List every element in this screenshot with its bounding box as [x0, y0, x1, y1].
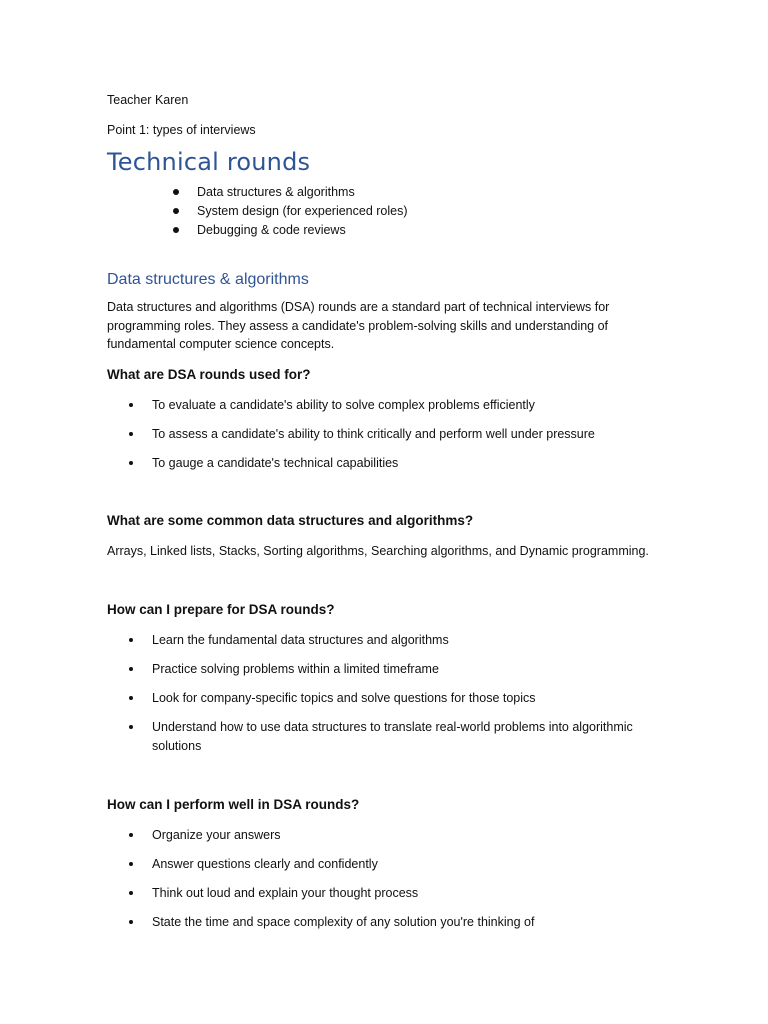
common-paragraph: Arrays, Linked lists, Stacks, Sorting algorithms, Searching algorithms, and Dynamic programming. — [107, 544, 649, 558]
page-title: Technical rounds — [107, 148, 311, 176]
list-item — [129, 884, 659, 903]
list-item — [129, 631, 659, 650]
list-item — [129, 396, 659, 415]
bullet-icon — [129, 862, 133, 866]
technical-rounds-list — [173, 183, 408, 239]
bullet-icon — [129, 461, 133, 465]
bullet-icon — [173, 227, 179, 233]
list-item-text: Data structures & algorithms — [197, 185, 355, 199]
list-item-text: To evaluate a candidate's ability to solve complex problems efficiently — [152, 398, 535, 412]
list-item — [173, 202, 408, 221]
perform-list — [129, 826, 659, 942]
list-item — [129, 826, 659, 845]
list-item-text: Think out loud and explain your thought process — [152, 886, 419, 900]
subheading-common: What are some common data structures and algorithms? — [107, 513, 474, 528]
bullet-icon — [129, 432, 133, 436]
bullet-icon — [129, 403, 133, 407]
bullet-icon — [129, 638, 133, 642]
list-item — [129, 855, 659, 874]
used-for-list — [129, 396, 659, 483]
list-item — [129, 454, 659, 473]
list-item — [129, 718, 659, 755]
bullet-icon — [129, 920, 133, 924]
list-item-text: System design (for experienced roles) — [197, 203, 408, 218]
list-item — [129, 689, 659, 708]
subheading-prepare: How can I prepare for DSA rounds? — [107, 602, 335, 617]
bullet-icon — [173, 189, 179, 195]
list-item-text: Understand how to use data structures to translate real-world problems into algorithmic solutions — [152, 720, 633, 753]
list-item-text: Look for company-specific topics and solve questions for those topics — [152, 691, 536, 705]
list-item — [173, 183, 408, 202]
list-item-text: Learn the fundamental data structures and algorithms — [152, 633, 449, 647]
list-item — [173, 221, 408, 240]
list-item-text: Practice solving problems within a limited timeframe — [152, 662, 439, 676]
subheading-used-for: What are DSA rounds used for? — [107, 367, 311, 382]
bullet-icon — [129, 696, 133, 700]
list-item-text: Organize your answers — [152, 828, 281, 842]
prepare-list — [129, 631, 659, 766]
list-item-text: Answer questions clearly and confidently — [152, 857, 378, 871]
bullet-icon — [129, 833, 133, 837]
bullet-icon — [173, 208, 179, 214]
bullet-icon — [129, 725, 133, 729]
list-item — [129, 425, 659, 444]
list-item-text: To gauge a candidate's technical capabilities — [152, 456, 399, 470]
section-heading-dsa: Data structures & algorithms — [107, 271, 309, 288]
author-line: Teacher Karen — [107, 93, 189, 107]
list-item — [129, 913, 659, 932]
list-item — [129, 660, 659, 679]
dsa-intro-paragraph: Data structures and algorithms (DSA) rounds are a standard part of technical interviews for programming roles. They assess a candidate's problem-solving skills and understanding of fundamental computer science concepts. — [107, 300, 610, 352]
list-item-text: State the time and space complexity of any solution you're thinking of — [152, 915, 535, 929]
bullet-icon — [129, 891, 133, 895]
bullet-icon — [129, 667, 133, 671]
subheading-perform: How can I perform well in DSA rounds? — [107, 797, 360, 812]
point-line: Point 1: types of interviews — [107, 123, 256, 137]
list-item-text: To assess a candidate's ability to think critically and perform well under pressure — [152, 427, 595, 441]
list-item-text: Debugging & code reviews — [197, 222, 346, 237]
